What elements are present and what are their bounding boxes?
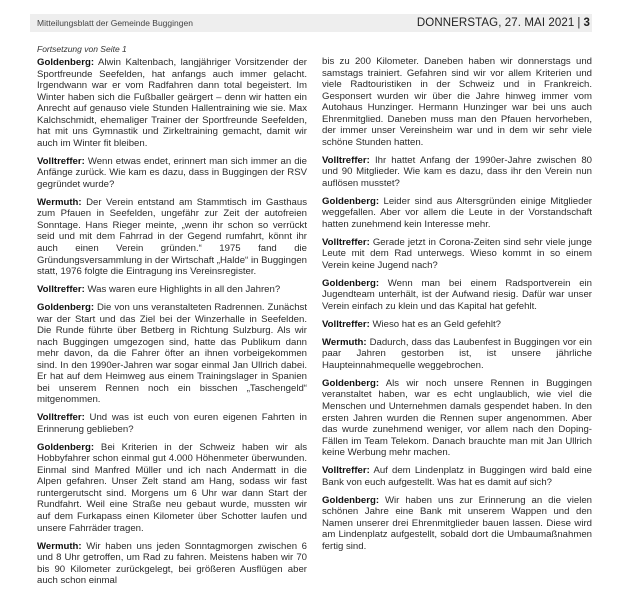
article-column-left bbox=[37, 57, 307, 593]
interview-paragraph bbox=[37, 302, 307, 406]
interview-paragraph bbox=[322, 155, 592, 190]
article-column-right bbox=[322, 56, 592, 559]
paragraph-text: Was waren eure Highlights in all den Jahren? bbox=[84, 284, 281, 296]
interview-paragraph bbox=[322, 56, 592, 148]
interview-paragraph bbox=[322, 196, 592, 231]
speaker-label: Goldenberg: bbox=[37, 57, 95, 68]
paragraph-text: Wir haben uns jeden Sonntagmorgen zwischen 6 und 8 Uhr getroffen, um Rad zu fahren. Meistens haben wir 70 bis 90 Kilometer zurückgelegt, bei größeren Ausflügen aber auch schon einmal bbox=[37, 540, 307, 587]
interview-paragraph bbox=[37, 442, 307, 534]
page-header bbox=[30, 14, 592, 32]
speaker-label: Goldenberg: bbox=[322, 494, 380, 506]
interview-paragraph bbox=[322, 278, 592, 313]
interview-paragraph bbox=[37, 156, 307, 191]
paragraph-text: Als wir noch unsere Rennen in Buggingen veranstaltet haben, war es echt unglaublich, wie viel die Menschen und Unternehmen damals gespendet haben. In den ersten Jahren wurden die Rennen super angenommen. Aber das wurde zunehmend weniger, vor allem nach den Doping-Fällen im Team Telekom. Danach brauchte man mit Jan Ullrich keine Werbung mehr machen. bbox=[322, 377, 592, 459]
speaker-label: Volltreffer: bbox=[37, 412, 85, 424]
speaker-label: Goldenberg: bbox=[37, 301, 95, 313]
paragraph-text: Ihr hattet Anfang der 1990er-Jahre zwischen 80 und 90 Mitglieder. Wie kam es dazu, dass ihr den Verein nun auflösen musstet? bbox=[322, 154, 592, 189]
issue-date-block bbox=[417, 17, 590, 29]
paragraph-text: bis zu 200 Kilometer. Daneben haben wir donnerstags und samstags trainiert. Gefahren sind wir vor allem Kriterien und viele Radtouristiken in der Schweiz und in Frankreich. Gesponsert wurden wir über die Jahre hinweg immer vom Autohaus Hunzinger. Hermann Hunzinger war bei uns auch Ehrenmitglied. Daneben muss man den Pfauen hervorheben, der immer unser Vereinsheim war und in dem wir sehr viele schöne Stunden hatten. bbox=[322, 56, 592, 148]
paragraph-text: Leider sind aus Altersgründen einige Mitglieder weggefallen. Aber vor allem die Leute in der Vorstandschaft hatten zunehmend kein Interesse mehr. bbox=[322, 195, 592, 230]
page-number: 3 bbox=[583, 17, 590, 29]
paragraph-text: Wieso hat es an Geld gefehlt? bbox=[369, 318, 501, 330]
paragraph-text: Alwin Kaltenbach, langjähriger Vorsitzender der Sportfreunde Seefelden, hat anfangs auch immer gelacht. Irgendwann war er vom Radfahren dann total begeistert. Im Winter haben sich die Fußballer geärgert – denn wir hatten ein Anrecht auf genauso viele Stunden Hallentraining wie sie. Max Kalchschmidt, ehemaliger Trainer der Sportfreunde Seefelden, hat mit uns Gymnastik und Zirkeltraining gemacht, damit wir auch im Winter fit bleiben. bbox=[37, 57, 307, 149]
speaker-label: Goldenberg: bbox=[322, 377, 380, 389]
continuation-note: Fortsetzung von Seite 1 bbox=[37, 44, 127, 54]
speaker-label: Wermuth: bbox=[37, 540, 82, 552]
speaker-label: Volltreffer: bbox=[322, 465, 370, 477]
paragraph-text: Gerade jetzt in Corona-Zeiten sind sehr viele junge Leute mit dem Rad unterwegs. Wieso kommt in so einem Verein keine Jugend nach? bbox=[322, 236, 592, 271]
issue-date: DONNERSTAG, 27. MAI 2021 bbox=[416, 17, 575, 29]
speaker-label: Volltreffer: bbox=[37, 284, 85, 296]
speaker-label: Goldenberg: bbox=[322, 195, 380, 207]
speaker-label: Volltreffer: bbox=[322, 154, 370, 166]
interview-paragraph bbox=[322, 337, 592, 372]
speaker-label: Volltreffer: bbox=[322, 236, 370, 248]
header-separator: | bbox=[577, 17, 581, 29]
interview-paragraph bbox=[37, 412, 307, 435]
interview-paragraph bbox=[322, 465, 592, 488]
interview-paragraph bbox=[322, 319, 592, 331]
paragraph-text: Auf dem Lindenplatz in Buggingen wird bald eine Bank von euch aufgestellt. Was hat es damit auf sich? bbox=[322, 465, 592, 488]
publication-title: Mitteilungsblatt der Gemeinde Buggingen bbox=[37, 18, 193, 28]
interview-paragraph bbox=[322, 378, 592, 459]
interview-paragraph bbox=[37, 57, 307, 149]
interview-paragraph bbox=[37, 284, 307, 296]
speaker-label: Wermuth: bbox=[322, 336, 367, 348]
paragraph-text: Und was ist euch von euren eigenen Fahrten in Erinnerung geblieben? bbox=[37, 412, 307, 435]
paragraph-text: Wenn etwas endet, erinnert man sich immer an die Anfänge zurück. Wie kam es dazu, dass in Buggingen der RSV gegründet wurde? bbox=[37, 155, 307, 190]
interview-paragraph bbox=[322, 237, 592, 272]
paragraph-text: Die von uns veranstalteten Radrennen. Zunächst war der Start und das Ziel bei der Winzerhalle in Seefelden. Die Runde führte über Betberg in Richtung Sulzburg. Als wir nach Buggingen umgezogen sind, hatte das Publikum dann mehr davon, da die Fahrer öfter an ihnen vorbeigekommen sind. In den 1990er-Jahren war sogar einmal Jan Ullrich dabei. Er hat auf dem Heimweg aus einem Trainingslager in Spanien bei unserem Rennen noch ein bisschen „Taschengeld“ mitgenommen. bbox=[37, 301, 307, 406]
interview-paragraph bbox=[37, 197, 307, 278]
speaker-label: Wermuth: bbox=[37, 196, 82, 208]
speaker-label: Goldenberg: bbox=[37, 441, 95, 453]
speaker-label: Goldenberg: bbox=[322, 277, 380, 289]
paragraph-text: Wir haben uns zur Erinnerung an die vielen schönen Jahre eine Bank mit unserem Wappen und den Namen unserer drei Ehrenmitglieder bauen lassen. Diese wird am Lindenplatz aufgestellt, sobald dort die Umbaumaßnahmen fertig sind. bbox=[322, 494, 592, 552]
interview-paragraph bbox=[37, 541, 307, 587]
interview-paragraph bbox=[322, 495, 592, 553]
paragraph-text: Dadurch, dass das Laubenfest in Buggingen vor ein paar Jahren gestorben ist, ist unsere jährliche Haupteinnahmequelle weggebrochen. bbox=[322, 336, 592, 371]
speaker-label: Volltreffer: bbox=[37, 155, 85, 167]
paragraph-text: Bei Kriterien in der Schweiz haben wir als Hobbyfahrer schon einmal gut 4.000 Höhenmeter überwunden. Einmal sind Manfred Müller und ich nach Andermatt in die Alpen gefahren. Unser Zelt stand am Hang, sodass wir fast runtergerutscht sind. Morgens um 6 Uhr war dann Start der Rundfahrt. Weil eine Straße neu gebaut wurde, mussten wir auf dem Furkapass einen Kilometer über Schotter laufen und unsere Fahrräder tragen. bbox=[37, 441, 307, 534]
paragraph-text: Wenn man bei einem Radsportverein ein Jugendteam unterhält, ist der Aufwand riesig. Dafür war unser Verein einfach zu klein und das Kapital hat gefehlt. bbox=[322, 277, 592, 312]
paragraph-text: Der Verein entstand am Stammtisch im Gasthaus zum Pfauen in Seefelden, ungefähr zur Zeit der autofreien Sonntage. Hans Rieger meinte, „wenn ihr schon so verrückt seid und mit dem Fahrrad in der Gegend rumfahrt, könnt ihr auch einen Verein gründen.“ 1975 fand die Gründungsversammlung in der Wirtschaft „Halde“ in Buggingen statt, 1976 folgte die Eintragung ins Vereinsregister. bbox=[37, 196, 307, 278]
speaker-label: Volltreffer: bbox=[322, 318, 370, 330]
